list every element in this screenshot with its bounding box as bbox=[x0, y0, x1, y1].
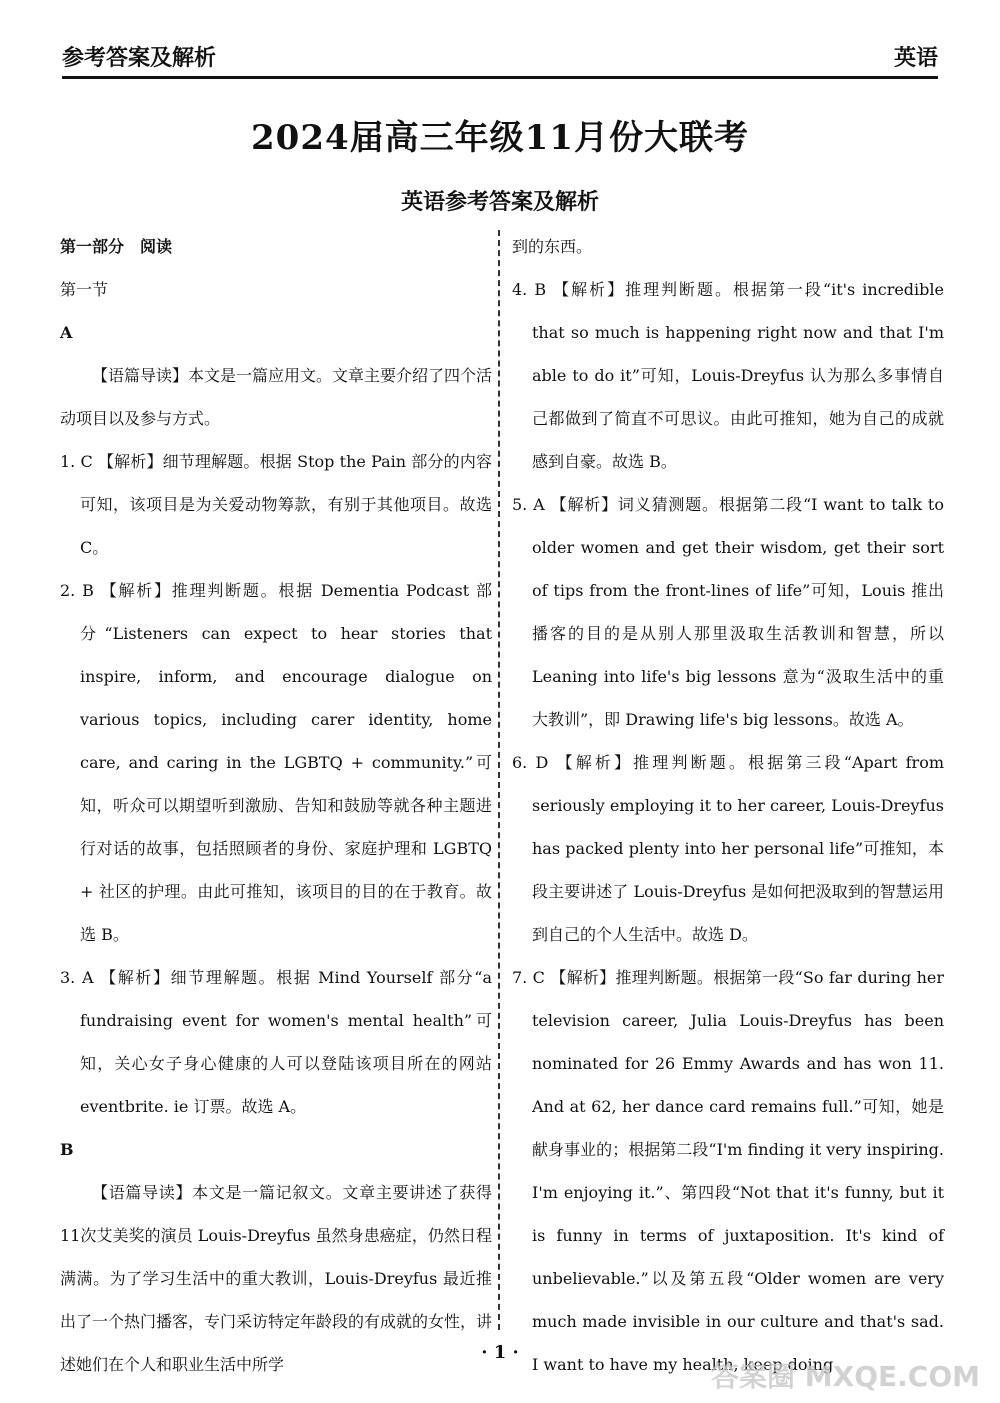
left-column bbox=[60, 225, 492, 1386]
passage-a-intro: 【语篇导读】本文是一篇应用文。文章主要介绍了四个活动项目以及参与方式。 bbox=[60, 366, 493, 428]
answer-1: 1. C 【解析】细节理解题。根据 Stop the Pain 部分的内容可知，该项目是为关爱动物筹款，有别于其他项目。故选 C。 bbox=[60, 452, 492, 557]
continuation-text: 到的东西。 bbox=[512, 237, 593, 256]
page-title: 2024届高三年级11月份大联考 bbox=[251, 118, 749, 158]
right-column bbox=[512, 225, 944, 1386]
answer-5: 5. A 【解析】词义猜测题。根据第二段“I want to talk to older women and get their wisdom, get their sort of tips from the front-lines of life”可知，Louis 推出播客的目的是从别人那里汲取生活教训和智慧，所以 Leaning into life's big lessons 意为“汲取生活中的重大教训”，即 Drawing life's big lessons。故选 A。 bbox=[512, 495, 944, 729]
page-number: · 1 · bbox=[481, 1342, 519, 1363]
watermark-logo: 答案圈 MXQE.COM bbox=[711, 1360, 980, 1393]
column-divider bbox=[498, 230, 500, 1330]
answer-3: 3. A 【解析】细节理解题。根据 Mind Yourself 部分“a fundraising event for women's mental health”可知，关心女子身心健康的人可以登陆该项目所在的网站 eventbrite. ie 订票。故选 A。 bbox=[60, 968, 492, 1116]
page-header bbox=[62, 28, 938, 79]
section-heading: 第一节 bbox=[60, 280, 109, 299]
header-left: 参考答案及解析 bbox=[62, 46, 217, 71]
page-subtitle: 英语参考答案及解析 bbox=[400, 190, 599, 215]
answer-4: 4. B 【解析】推理判断题。根据第一段“it's incredible that so much is happening right now and that I'm able to do it”可知，Louis-Dreyfus 认为那么多事情自己都做到了简直不可思议。由此可推知，她为自己的成就感到自豪。故选 B。 bbox=[512, 280, 944, 471]
header-right: 英语 bbox=[893, 46, 938, 71]
answer-6: 6. D 【解析】推理判断题。根据第三段“Apart from seriously employing it to her career, Louis-Dreyfus has packed plenty into her personal life”可推知，本段主要讲述了 Louis-Dreyfus 是如何把汲取到的智慧运用到自己的个人生活中。故选 D。 bbox=[512, 753, 944, 944]
passage-a-label: A bbox=[60, 323, 73, 342]
passage-b-label: B bbox=[60, 1140, 74, 1159]
answer-2: 2. B 【解析】推理判断题。根据 Dementia Podcast 部分“Listeners can expect to hear stories that inspire, inform, and encourage dialogue on various topics, including carer identity, home care, and caring in the LGBTQ + community.”可知，听众可以期望听到激励、告知和鼓励等就各种主题进行对话的故事，包括照顾者的身份、家庭护理和 LGBTQ + 社区的护理。由此可推知，该项目的目的在于教育。故选 B。 bbox=[60, 581, 492, 944]
passage-b-intro: 【语篇导读】本文是一篇记叙文。文章主要讲述了获得11次艾美奖的演员 Louis-Dreyfus 虽然身患癌症，仍然日程满满。为了学习生活中的重大教训，Louis-Dreyfus 最近推出了一个热门播客，专门采访特定年龄段的有成就的女性，讲述她们在个人和职业生活中所学 bbox=[60, 1183, 493, 1374]
answer-7: 7. C 【解析】推理判断题。根据第一段“So far during her television career, Julia Louis-Dreyfus has been nominated for 26 Emmy Awards and has won 11. And at 62, her dance card remains full.”可知，她是献身事业的；根据第二段“I'm finding it very inspiring. I'm enjoying it.”、第四段“Not that it's funny, but it is funny in terms of juxtaposition. It's kind of unbelievable.”以及第五段“Older women are very much made invisible in our culture and that's sad. I want to have my health, keep doing bbox=[512, 968, 944, 1374]
part-heading: 第一部分 阅读 bbox=[60, 237, 173, 256]
